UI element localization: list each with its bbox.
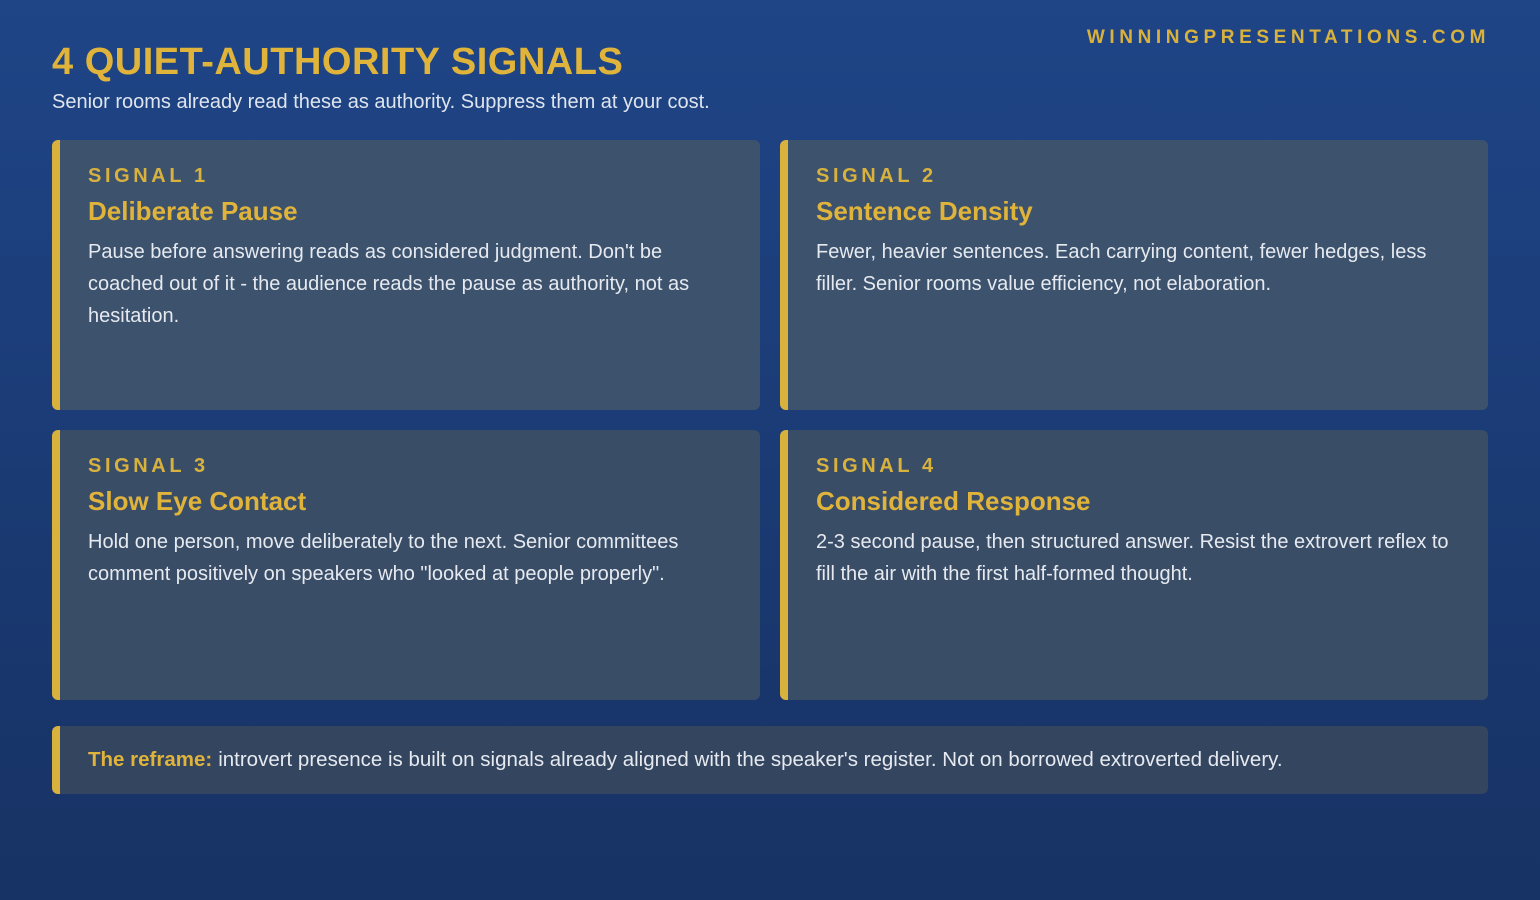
signal-body: Fewer, heavier sentences. Each carrying content, fewer hedges, less filler. Senior rooms value efficiency, not elaboration. <box>816 241 1427 296</box>
signal-heading: Slow Eye Contact <box>88 486 307 516</box>
reframe-callout <box>52 726 1488 794</box>
signal-card-2 <box>780 140 1488 410</box>
signal-kicker: SIGNAL 3 <box>88 455 209 477</box>
signal-kicker: SIGNAL 4 <box>816 455 937 477</box>
reframe-label: The reframe: <box>88 748 213 771</box>
signal-body: 2-3 second pause, then structured answer. Resist the extrovert reflex to fill the air with the first half-formed thought. <box>816 531 1449 586</box>
signal-heading: Sentence Density <box>816 196 1033 226</box>
signal-body: Pause before answering reads as considered judgment. Don't be coached out of it - the audience reads the pause as authority, not as hesitation. <box>88 241 690 328</box>
signal-card-3 <box>52 430 760 700</box>
brand-url: WINNINGPRESENTATIONS.COM <box>1086 27 1490 48</box>
signal-heading: Considered Response <box>816 486 1091 516</box>
signal-kicker: SIGNAL 1 <box>88 165 209 187</box>
signal-body: Hold one person, move deliberately to the next. Senior committees comment positively on speakers who "looked at people properly". <box>88 531 679 586</box>
signal-card-4 <box>780 430 1488 700</box>
signal-heading: Deliberate Pause <box>88 196 298 226</box>
reframe-text: introvert presence is built on signals already aligned with the speaker's register. Not on borrowed extroverted delivery. <box>218 748 1283 771</box>
signal-card-1 <box>52 140 760 410</box>
page-subtitle: Senior rooms already read these as authority. Suppress them at your cost. <box>52 91 710 113</box>
signal-kicker: SIGNAL 2 <box>816 165 937 187</box>
page-title: 4 QUIET-AUTHORITY SIGNALS <box>52 41 624 83</box>
